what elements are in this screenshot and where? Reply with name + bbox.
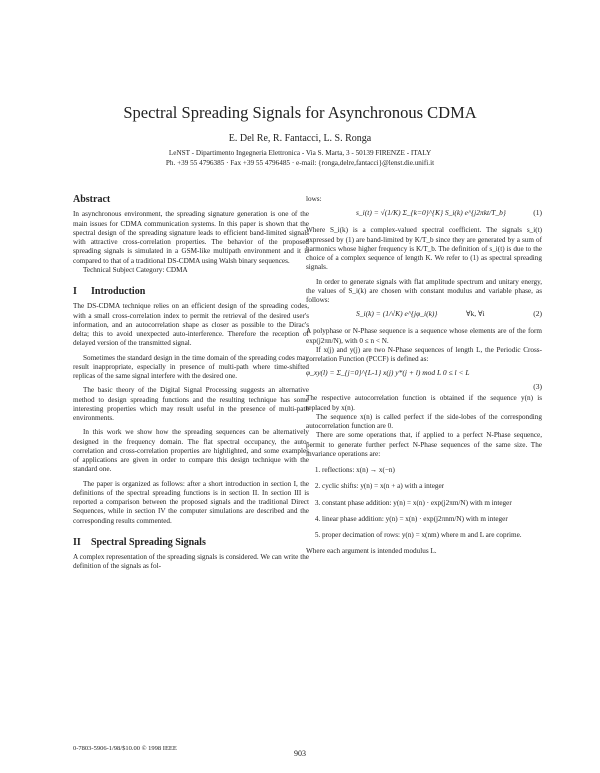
equation-2 [306, 305, 542, 327]
section-2-number: II [73, 536, 81, 548]
copyright-footer: 0-7803-5906-1/98/$10.00 © 1998 IEEE [73, 745, 177, 752]
paragraph-autocorrelation: The respective autocorrelation function is obtained if the sequence y(n) is replaced by x(n). [306, 394, 542, 412]
right-column [306, 195, 542, 557]
equation-2-number: (2) [533, 309, 542, 319]
left-column [73, 195, 309, 572]
intro-paragraph-2: Sometimes the standard design in the time domain of the spreading codes may result inappropriate, especially in presence of multi-path where time-shifted replicas of the same signal interfere with the desired one. [73, 353, 309, 380]
list-item: 2. cyclic shifts: y(n) = x(n + a) with a integer [322, 482, 542, 491]
intro-paragraph-1: The DS-CDMA technique relies on an efficient design of the spreading codes, with a small cross-correlation index to permit the retrieval of the desired user's information, and an autocorrelation shape as closer as possible to the Dirac's delta; this to avoid unexpected auto-interference. Therefore the reception of delayed version of the transmitted signal. [73, 302, 309, 348]
paragraph-perfect: The sequence x(n) is called perfect if the side-lobes of the corresponding autocorrelation function are 0. [306, 412, 542, 430]
intro-paragraph-3: The basic theory of the Digital Signal Processing suggests an alternative method to design spreading functions and the resulting technique has some interesting properties which may result useful in the presence of multi-path environments. [73, 386, 309, 422]
list-item: 4. linear phase addition: y(n) = x(n) · exp(j2πnm/N) with m integer [322, 515, 542, 524]
paragraph-modulus: Where each argument is intended modulus L. [306, 547, 437, 556]
equation-2-condition: ∀k, ∀i [466, 309, 485, 319]
paragraph-pccf: If x(j) and y(j) are two N-Phase sequences of length L, the Periodic Cross-correlation Function (PCCF) is defined as: [306, 345, 542, 363]
equation-3 [306, 364, 542, 394]
invariance-operations-list [306, 466, 542, 540]
section-2-heading [73, 538, 309, 547]
equation-2-expression: S_i(k) = (1/√K) e^{jφ_i(k)} [356, 309, 438, 319]
intro-paragraph-5: The paper is organized as follows: after a short introduction in section I, the definitions of the spectral spreading functions is in section II. In section III is reported a comparison between the proposed signals and the traditional Direct Sequences, while in section IV the computer simulations are described and the corresponding results commented. [73, 479, 309, 525]
equation-1 [306, 204, 542, 226]
list-item: 3. constant phase addition: y(n) = x(n) · exp(j2πm/N) with m integer [322, 499, 542, 508]
section-1-number: I [73, 286, 77, 297]
intro-paragraph-4: In this work we show how the spreading sequences can be alternatively designed in the frequency domain. The flat spectral occupancy, the auto-correlation and cross-correlation properties are highlighted, and some examples of applications are given in order to compare this design technique with the standard one. [73, 428, 309, 474]
section-2-title: Spectral Spreading Signals [91, 536, 206, 548]
paragraph-polyphase: A polyphase or N-Phase sequence is a sequence whose elements are of the form exp(j2πn/N), with 0 ≤ n < N. [306, 327, 542, 345]
equation-1-expression: s_i(t) = √(1/K) Σ_{k=0}^{K} S_i(k) e^{j2πkt/T_b} [356, 208, 506, 218]
page-number: 903 [294, 749, 306, 758]
equation-1-number: (1) [533, 208, 542, 218]
equation-3-number: (3) [533, 382, 542, 392]
paragraph-generate: In order to generate signals with flat amplitude spectrum and unitary energy, the values of S_i(k) are chosen with constant modulus and variable phase, as follows: [306, 277, 542, 304]
list-item: 5. proper decimation of rows: y(n) = x(nm) where m and L are coprime. [322, 531, 542, 540]
abstract-text: In asynchronous environment, the spreading signature generation is one of the main issues for CDMA communication systems. In this paper is shown that the spectral design of the spreading signature leads to efficient band-limited signals with attractive cross-correlation properties. The behavior of the proposed spreading signals is simulated in a GSM-like multipath environment and it is compared to that of a traditional DS-CDMA using Walsh binary sequences. [73, 210, 309, 265]
continued-text: lows: [306, 195, 322, 203]
section-1-heading [73, 287, 309, 296]
list-item: 1. reflections: x(n) → x(−n) [322, 466, 542, 475]
paper-title: Spectral Spreading Signals for Asynchronous CDMA [123, 103, 477, 122]
abstract-heading: Abstract [73, 194, 111, 205]
paragraph-invariance: There are some operations that, if applied to a perfect N-Phase sequence, permit to generate further perfect N-Phase sequences of the same size. The invariance operations are: [306, 431, 542, 458]
technical-category: Technical Subject Category: CDMA [83, 265, 188, 274]
paragraph-after-eq1: Where S_i(k) is a complex-valued spectral coefficient. The signals s_i(t) expressed by (1) are band-limited by K/T_b since they are generated by a sum of harmonics whose higher frequency is K/T_b. The definition of s_i(t) is due to the choice of a complex sequence of length K. We refer to (1) as spectral spreading signals. [306, 226, 542, 272]
paper-affiliation [0, 148, 600, 168]
section-1-title: Introduction [91, 286, 146, 297]
affiliation-line-2: Ph. +39 55 4796385 · Fax +39 55 4796485 · e-mail: {ronga,delre,fantacci}@lenst.die.unifi.it [165, 159, 435, 167]
paper-authors: E. Del Re, R. Fantacci, L. S. Ronga [228, 133, 372, 144]
affiliation-line-1: LeNST - Dipartimento Ingegneria Elettronica - Via S. Marta, 3 - 50139 FIRENZE - ITALY [168, 149, 432, 157]
section-2-paragraph-1: A complex representation of the spreading signals is considered. We can write the definition of the signals as fol- [73, 553, 309, 571]
equation-3-expression: φ_xy(l) = Σ_{j=0}^{L-1} x(j) y*(j + l) mod L 0 ≤ l < L [306, 368, 470, 378]
